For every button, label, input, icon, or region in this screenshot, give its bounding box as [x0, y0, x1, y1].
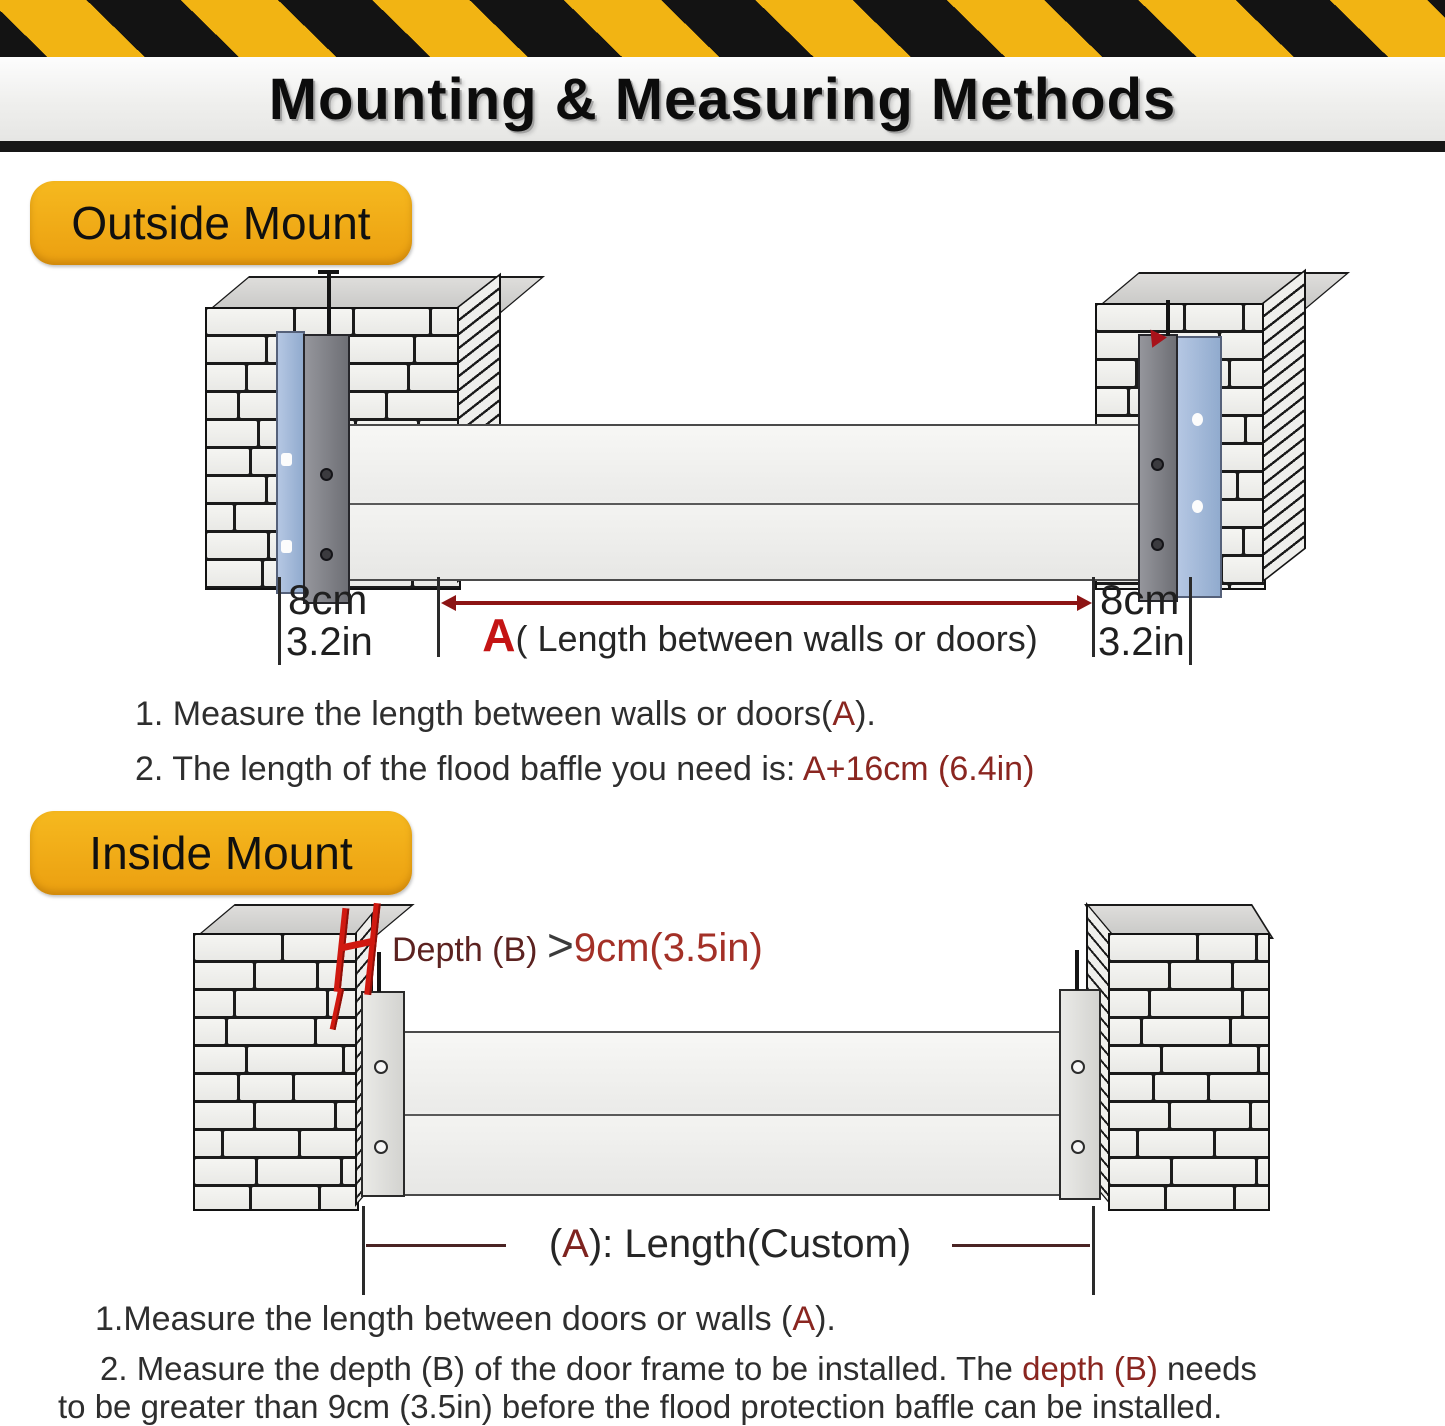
- inside-left-pillar-face: [193, 933, 359, 1211]
- outside-right-pillar-side: [1262, 269, 1306, 583]
- screw-hole: [1151, 538, 1164, 551]
- screw-hole: [320, 468, 333, 481]
- bracket-pin: [1166, 300, 1170, 336]
- screw-hole: [1071, 1060, 1085, 1074]
- inside-left-bracket: [361, 991, 405, 1197]
- inside-step-2: 2. Measure the depth (B) of the door frame to be installed. The depth (B) needs: [100, 1350, 1257, 1387]
- length-a-label: A( Length between walls or doors): [482, 609, 1038, 661]
- seal-mark: [1192, 413, 1203, 426]
- title-underline: [0, 141, 1445, 152]
- screw-hole: [1151, 458, 1164, 471]
- dim-tick: [1092, 577, 1095, 657]
- inside-mount-badge-label: Inside Mount: [89, 827, 353, 879]
- depth-b-label: Depth (B) >9cm(3.5in): [392, 919, 763, 971]
- dim-tick: [437, 577, 440, 657]
- inside-right-pillar-face: [1108, 933, 1270, 1211]
- outside-mount-badge-label: Outside Mount: [71, 197, 371, 249]
- bracket-pin: [377, 952, 381, 992]
- screw-hole: [374, 1060, 388, 1074]
- screw-hole: [1071, 1140, 1085, 1154]
- left-offset-cm: 8cm: [288, 576, 368, 623]
- outside-right-seal-strip: [1176, 336, 1222, 598]
- dim-tick: [278, 577, 281, 665]
- dim-tick: [1092, 1206, 1095, 1295]
- dim-line: [952, 1244, 1090, 1247]
- arrowhead-right-icon: [1077, 595, 1092, 611]
- dim-line: [366, 1244, 506, 1247]
- flood-barrier-panels: [330, 424, 1147, 581]
- screw-hole: [320, 548, 333, 561]
- barrier-panel-seam: [403, 1114, 1063, 1117]
- outside-step-1: 1. Measure the length between walls or doors(A).: [135, 695, 876, 733]
- outside-step-2: 2. The length of the flood baffle you need is: A+16cm (6.4in): [135, 750, 1035, 788]
- seal-mark: [1192, 500, 1203, 513]
- inside-step-1: 1.Measure the length between doors or walls (A).: [95, 1300, 836, 1338]
- page-title: Mounting & Measuring Methods: [268, 66, 1177, 132]
- title-band: [0, 57, 1445, 141]
- seal-mark: [281, 453, 292, 466]
- inside-right-bracket: [1059, 989, 1101, 1200]
- dim-tick: [362, 1206, 365, 1295]
- bracket-pin-cap: [318, 270, 339, 274]
- length-custom-label: (A): Length(Custom): [548, 1222, 912, 1266]
- right-offset-in: 3.2in: [1098, 620, 1185, 664]
- bracket-pin: [327, 272, 331, 334]
- inside-mount-badge: [30, 811, 412, 895]
- bracket-pin: [1075, 950, 1079, 990]
- outside-mount-badge: [30, 181, 412, 265]
- dimension-arrow: [455, 601, 1080, 605]
- seal-mark: [281, 540, 292, 553]
- screw-hole: [374, 1140, 388, 1154]
- barrier-panel-seam: [332, 503, 1145, 506]
- arrowhead-left-icon: [441, 595, 456, 611]
- right-offset-cm: 8cm: [1100, 576, 1180, 623]
- caution-stripe-banner: [0, 0, 1445, 57]
- left-offset-in: 3.2in: [286, 620, 373, 664]
- caution-stripe-pattern: [0, 0, 1445, 57]
- dim-tick: [1189, 577, 1192, 665]
- flood-barrier-panels-inside: [401, 1031, 1065, 1196]
- inside-step-2-cont: to be greater than 9cm (3.5in) before the flood protection baffle can be installed.: [58, 1388, 1223, 1425]
